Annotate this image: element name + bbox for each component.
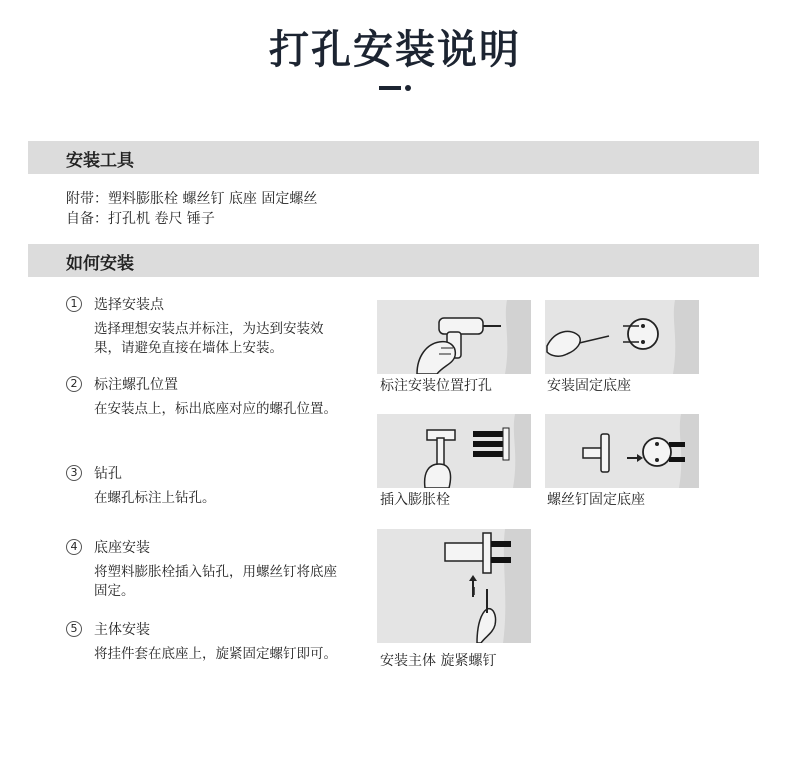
step-number: 2 <box>66 376 82 392</box>
section-header-howto <box>28 244 759 277</box>
step-number: 1 <box>66 296 82 312</box>
hook-assembly-icon <box>377 529 531 643</box>
drill-icon <box>377 300 531 374</box>
step-title: 标注螺孔位置 <box>94 377 178 393</box>
illustration-hook-assembly <box>377 529 531 643</box>
page-title: 打孔安装说明 <box>269 27 521 73</box>
illustration-drill <box>377 300 531 374</box>
section-heading: 安装工具 <box>66 151 134 171</box>
section-heading: 如何安装 <box>66 254 134 274</box>
step-item <box>66 294 356 358</box>
illustration-caption: 安装主体 旋紧螺钉 <box>380 653 497 669</box>
illustration-hammer <box>377 414 531 488</box>
step-item <box>66 374 356 419</box>
step-title: 主体安装 <box>94 622 150 638</box>
illustration-base-mount <box>545 414 699 488</box>
step-number: 5 <box>66 621 82 637</box>
step-number: 3 <box>66 465 82 481</box>
step-item <box>66 463 356 508</box>
illustration-caption: 标注安装位置打孔 <box>380 378 492 394</box>
hammer-icon <box>377 414 531 488</box>
step-item <box>66 619 356 664</box>
step-description: 选择理想安装点并标注，为达到安装效果，请避免直接在墙体上安装。 <box>94 321 324 356</box>
screwdriver-icon <box>545 300 699 374</box>
step-description: 将挂件套在底座上，旋紧固定螺钉即可。 <box>94 646 337 662</box>
illustration-caption: 插入膨胀栓 <box>380 492 450 508</box>
tools-required-line: 自备：打孔机 卷尺 锤子 <box>66 211 215 227</box>
illustration-caption: 螺丝钉固定底座 <box>547 492 645 508</box>
step-title: 底座安装 <box>94 540 150 556</box>
step-title: 钻孔 <box>94 466 122 482</box>
step-number: 4 <box>66 539 82 555</box>
illustration-caption: 安装固定底座 <box>547 378 631 394</box>
base-mount-icon <box>545 414 699 488</box>
step-item <box>66 537 356 601</box>
step-description: 在螺孔标注上钻孔。 <box>94 490 216 506</box>
illustration-screwdriver <box>545 300 699 374</box>
step-title: 选择安装点 <box>94 297 164 313</box>
step-description: 在安装点上，标出底座对应的螺孔位置。 <box>94 401 337 417</box>
tools-included-line: 附带：塑料膨胀栓 螺丝钉 底座 固定螺丝 <box>66 191 318 207</box>
section-header-tools <box>28 141 759 174</box>
title-underline-mark <box>379 85 411 91</box>
step-description: 将塑料膨胀栓插入钻孔，用螺丝钉将底座固定。 <box>94 564 337 599</box>
